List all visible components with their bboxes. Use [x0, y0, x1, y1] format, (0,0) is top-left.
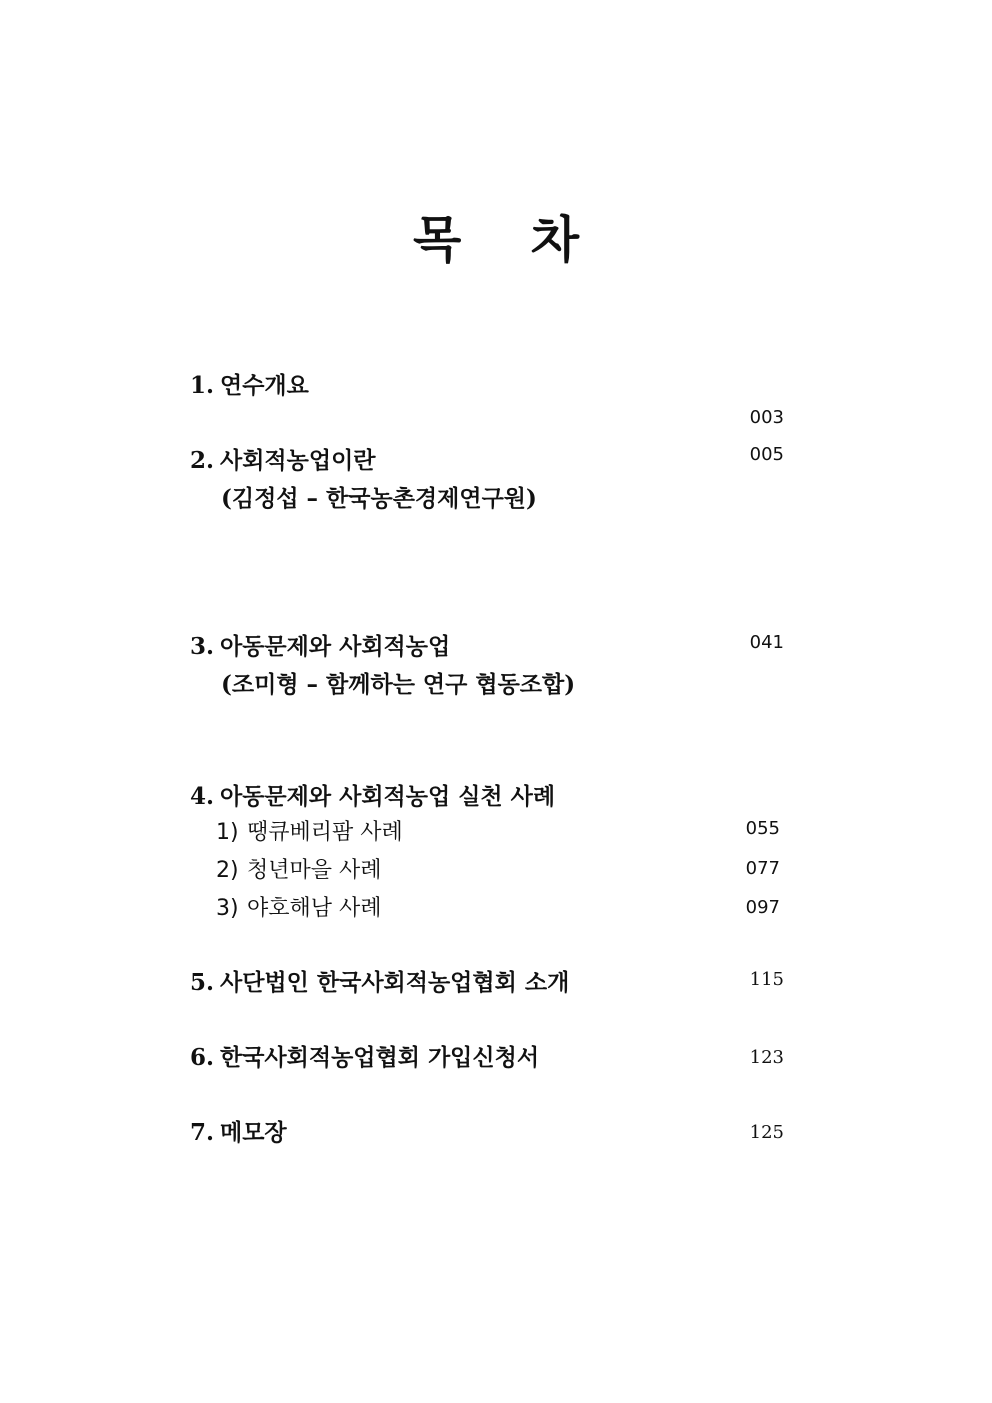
toc-item-number: 6.: [190, 1044, 215, 1071]
toc-item-label: 메모장: [220, 1119, 287, 1146]
toc-item-number: 7.: [190, 1119, 215, 1146]
page-title: 목 차: [412, 210, 605, 269]
toc-item-5: [190, 967, 569, 999]
toc-case-3: [216, 893, 382, 925]
toc-item-7-page: 125: [749, 1122, 784, 1143]
toc-case-number: 2): [216, 858, 239, 883]
toc-item-label: 한국사회적농업협회 가입신청서: [220, 1044, 540, 1071]
toc-item-2-author: (김정섭 – 한국농촌경제연구원): [221, 485, 537, 512]
toc-item-number: 3.: [190, 633, 215, 660]
toc-item-label: 사회적농업이란: [220, 447, 376, 474]
toc-case-label: 청년마을 사례: [247, 858, 382, 883]
toc-item-1-page: 003: [749, 407, 784, 428]
toc-case-3-page: 097: [745, 897, 780, 918]
toc-case-number: 1): [216, 820, 239, 845]
toc-item-7: [190, 1117, 287, 1149]
toc-case-1: [216, 817, 403, 849]
toc-item-6-page: 123: [749, 1047, 784, 1068]
toc-item-5-page: 115: [749, 969, 784, 990]
toc-case-2: [216, 855, 382, 887]
toc-item-2: [190, 445, 376, 477]
toc-case-1-page: 055: [745, 818, 780, 839]
toc-item-label: 연수개요: [220, 372, 309, 399]
toc-item-3: [190, 631, 450, 663]
toc-case-2-page: 077: [745, 858, 780, 879]
toc-case-label: 야호해남 사례: [247, 896, 382, 921]
toc-case-number: 3): [216, 896, 239, 921]
toc-case-label: 땡큐베리팜 사례: [247, 820, 403, 845]
toc-item-number: 1.: [190, 372, 215, 399]
toc-item-3-author: (조미형 – 함께하는 연구 협동조합): [221, 671, 576, 698]
toc-item-3-page: 041: [749, 632, 784, 653]
toc-item-label: 아동문제와 사회적농업 실천 사례: [220, 783, 556, 810]
toc-item-4: [190, 781, 555, 813]
toc-item-6: [190, 1042, 539, 1074]
toc-item-label: 아동문제와 사회적농업: [220, 633, 451, 660]
toc-item-number: 4.: [190, 783, 215, 810]
toc-item-label: 사단법인 한국사회적농업협회 소개: [220, 969, 570, 996]
toc-item-2-page: 005: [749, 444, 784, 465]
toc-item-number: 5.: [190, 969, 215, 996]
toc-item-number: 2.: [190, 447, 215, 474]
toc-item-1: [190, 370, 309, 402]
